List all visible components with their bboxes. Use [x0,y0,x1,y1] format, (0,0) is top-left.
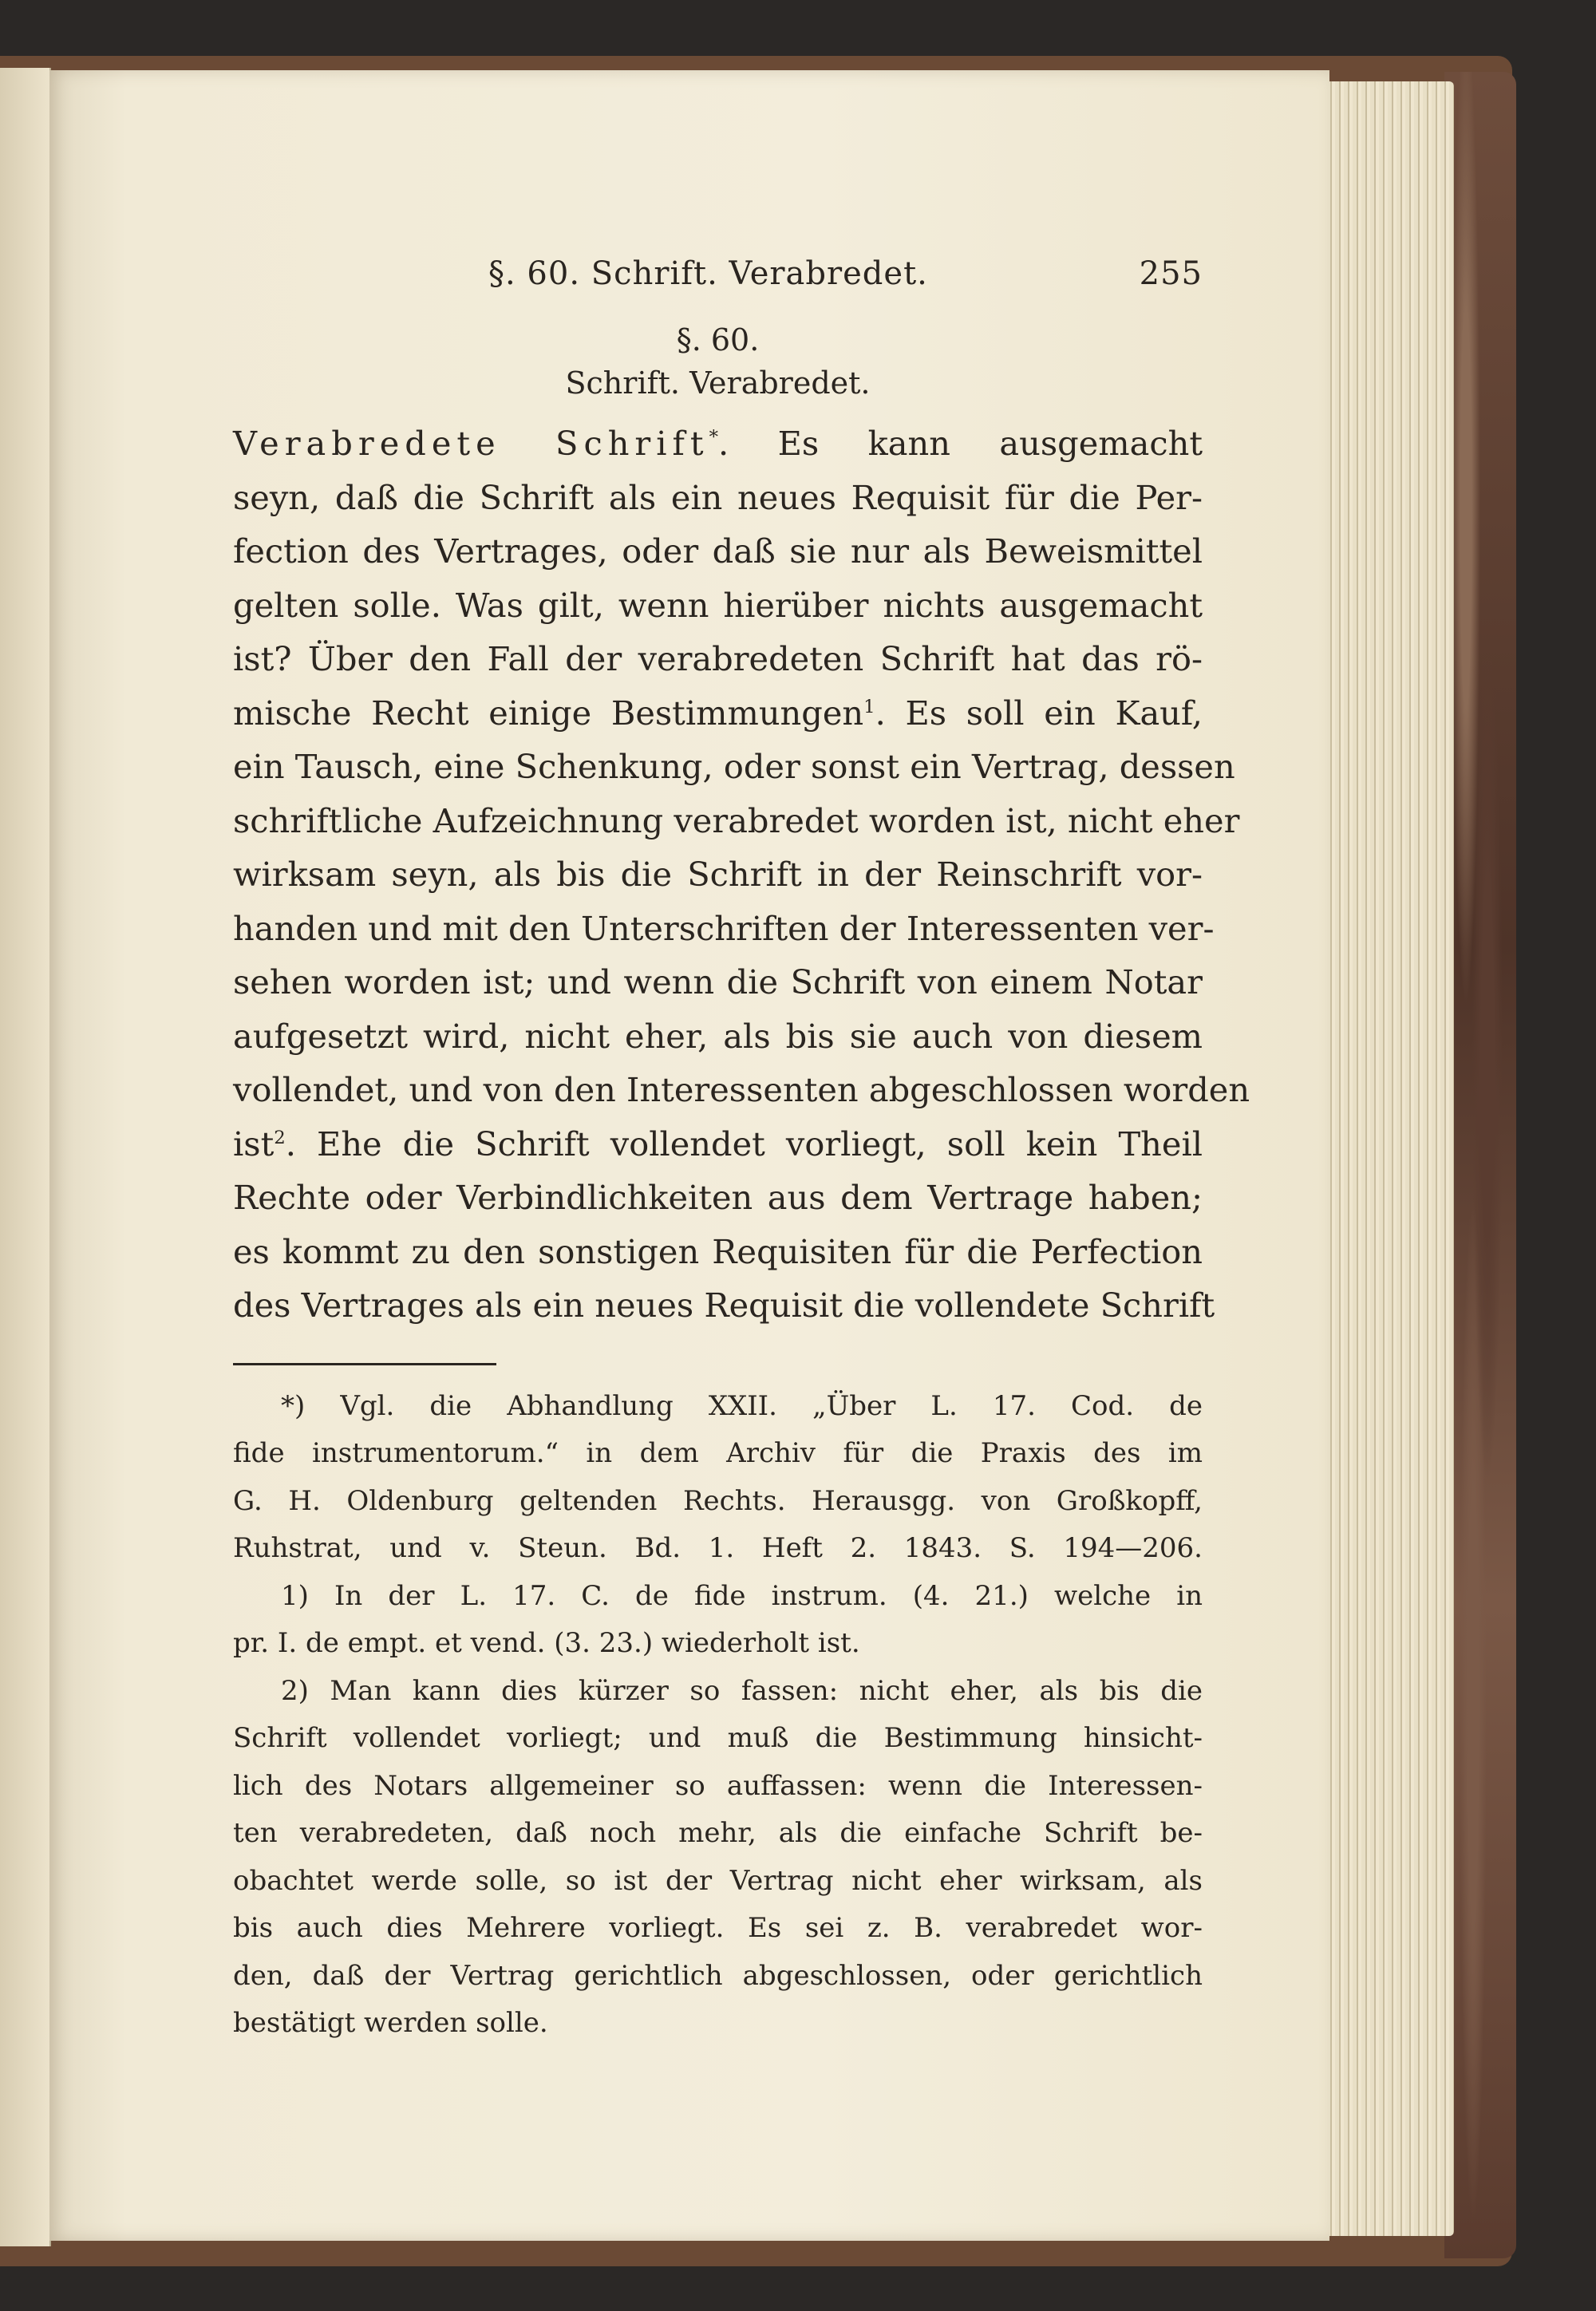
section-title: Schrift. Verabredet. [565,365,871,401]
body-line-text: fection des Vertrages, oder daß sie nur als Beweismittel [233,531,1203,571]
footnote-line: lich des Notars allgemeiner so auffassen: wenn die Interessen- [233,1769,1203,1802]
page-content [233,255,1250,2048]
body-line [233,417,1203,471]
body-line [233,579,1203,633]
body-line-tail: . Ehe die Schrift vollendet vorliegt, soll kein Theil [285,1124,1203,1163]
body-line [233,1225,1203,1279]
body-line-text: des Vertrages als ein neues Requisit die vollendete Schrift [233,1286,1215,1325]
page-number: 255 [1139,255,1203,292]
footnote-line: G. H. Oldenburg geltenden Rechts. Herausgg. von Großkopff, [233,1484,1203,1517]
body-line-text: schriftliche Aufzeichnung verabredet worden ist, nicht eher [233,800,1240,840]
body-line-text: es kommt zu den sonstigen Requisiten für die Perfection [233,1231,1203,1271]
footnote-line: fide instrumentorum.“ in dem Archiv für die Praxis des im [233,1437,1203,1469]
footnote-rule [233,1363,496,1365]
body-line-text: ist? Über den Fall der verabredeten Schrift hat das rö- [233,639,1203,678]
body-line [233,632,1203,686]
body-line-text: vollendet, und von den Interessenten abgeschlossen worden [233,1070,1250,1109]
body-line-text: wirksam seyn, als bis die Schrift in der Reinschrift vor- [233,855,1203,894]
footnotes [233,1383,1203,2048]
body-line [233,524,1203,579]
footnote-line: den, daß der Vertrag gerichtlich abgeschlossen, oder gerichtlich [233,1959,1203,1992]
marbled-edge [1444,72,1516,2258]
body-line-text: handen und mit den Unterschriften der Interessenten ver- [233,908,1215,948]
section-number: §. 60. [676,322,760,358]
body-line [233,1063,1250,1117]
book-page [49,70,1329,2241]
footnote-line: obachtet werde solle, so ist der Vertrag nicht eher wirksam, als [233,1864,1203,1897]
body-line-text: aufgesetzt wird, nicht eher, als bis sie auch von diesem [233,1016,1203,1056]
body-line [233,1117,1203,1171]
footnote-line: pr. I. de empt. et vend. (3. 23.) wiederholt ist. [233,1627,860,1659]
footnote-line: Ruhstrat, und v. Steun. Bd. 1. Heft 2. 1843. S. 194—206. [233,1532,1203,1564]
footnote-line: *) Vgl. die Abhandlung XXII. „Über L. 17. Cod. de [281,1389,1203,1422]
footnote-line: bestätigt werden solle. [233,2007,548,2039]
footnote-line: 1) In der L. 17. C. de fide instrum. (4. 21.) welche in [281,1579,1203,1612]
body-line [233,686,1203,741]
body-line-text: Rechte oder Verbindlichkeiten aus dem Vertrage haben; [233,1178,1203,1217]
body-line [233,902,1215,956]
footnote-marker: 2 [274,1127,286,1148]
body-line [233,471,1203,525]
body-line [233,847,1203,902]
body-line-text: seyn, daß die Schrift als ein neues Requisit für die Per- [233,477,1203,517]
body-line [233,1009,1203,1064]
section-lead-term: Verabredete Schrift [233,424,709,463]
body-line [233,740,1235,794]
body-line-text: . Es kann ausgemacht [718,424,1203,463]
footnote-line: bis auch dies Mehrere vorliegt. Es sei z. B. verabredet wor- [233,1912,1203,1944]
body-line-text: sehen worden ist; und wenn die Schrift von einem Notar [233,962,1203,1001]
footnote-line: Schrift vollendet vorliegt; und muß die Bestimmung hinsicht- [233,1722,1203,1754]
body-line [233,794,1240,848]
body-line-text: ein Tausch, eine Schenkung, oder sonst ein Vertrag, dessen [233,747,1235,786]
body-line-text: mische Recht einige Bestimmungen [233,693,864,733]
running-title: §. 60. Schrift. Verabredet. [488,255,928,292]
body-line [233,1278,1215,1333]
body-line-tail: . Es soll ein Kauf, [875,693,1203,733]
footnote-marker: 1 [863,696,875,717]
body-line [233,1171,1203,1225]
left-page-edge [0,68,51,2246]
running-header [233,255,1203,303]
body-line-text: gelten solle. Was gilt, wenn hierüber nichts ausgemacht [233,585,1203,625]
page-block-edges [1326,81,1454,2236]
footnote-marker: * [709,427,718,448]
body-line-text: ist [233,1124,275,1163]
body-text [233,417,1250,1333]
body-line [233,955,1203,1009]
footnote-line: 2) Man kann dies kürzer so fassen: nicht eher, als bis die [281,1674,1203,1707]
footnote-line: ten verabredeten, daß noch mehr, als die einfache Schrift be- [233,1817,1203,1849]
